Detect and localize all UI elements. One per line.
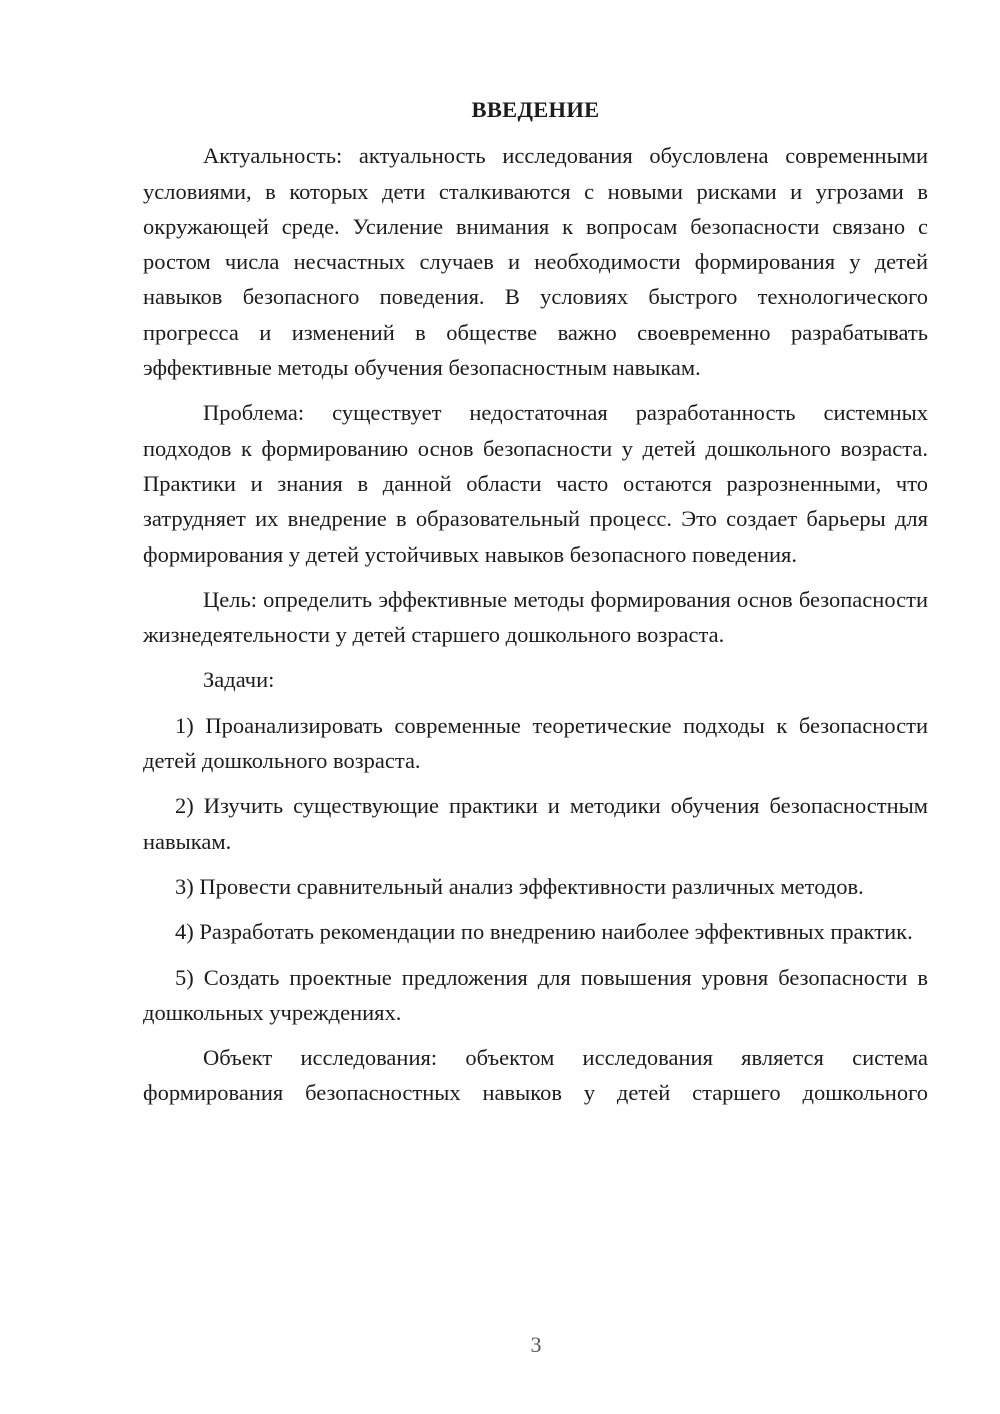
problem-paragraph: Проблема: существует недостаточная разработанность системных подходов к формированию основ безопасности у детей дошкольного возраста. Практики и знания в данной области часто остаются разрозненными, что затрудняет их внедрение в образовательный процесс. Это создает барьеры для формирования у детей устойчивых навыков безопасного поведения. [143, 400, 928, 567]
task-item-3: 3) Провести сравнительный анализ эффективности различных методов. [175, 873, 864, 899]
document-page [143, 92, 928, 1111]
goal-paragraph: Цель: определить эффективные методы формирования основ безопасности жизнедеятельности у детей старшего дошкольного возраста. [143, 586, 928, 648]
relevance-paragraph: Актуальность: актуальность исследования обусловлена современными условиями, в которых дети сталкиваются с новыми рисками и угрозами в окружающей среде. Усиление внимания к вопросам безопасности связано с ростом числа несчастных случаев и необходимости формирования у детей навыков безопасного поведения. В условиях быстрого технологического прогресса и изменений в обществе важно своевременно разрабатывать эффективные методы обучения безопасностным навыкам. [143, 143, 928, 381]
section-title: ВВЕДЕНИЕ [471, 97, 600, 122]
task-item-4: 4) Разработать рекомендации по внедрению наиболее эффективных практик. [175, 919, 913, 945]
tasks-heading: Задачи: [203, 667, 275, 693]
task-item-2: 2) Изучить существующие практики и методики обучения безопасностным навыкам. [143, 793, 928, 854]
task-item-5: 5) Создать проектные предложения для повышения уровня безопасности в дошкольных учреждениях. [143, 964, 928, 1025]
object-paragraph: Объект исследования: объектом исследования является система формирования безопасностных навыков у детей старшего дошкольного [143, 1045, 928, 1106]
page-number: 3 [530, 1332, 542, 1357]
task-item-1: 1) Проанализировать современные теоретические подходы к безопасности детей дошкольного возраста. [143, 712, 928, 774]
